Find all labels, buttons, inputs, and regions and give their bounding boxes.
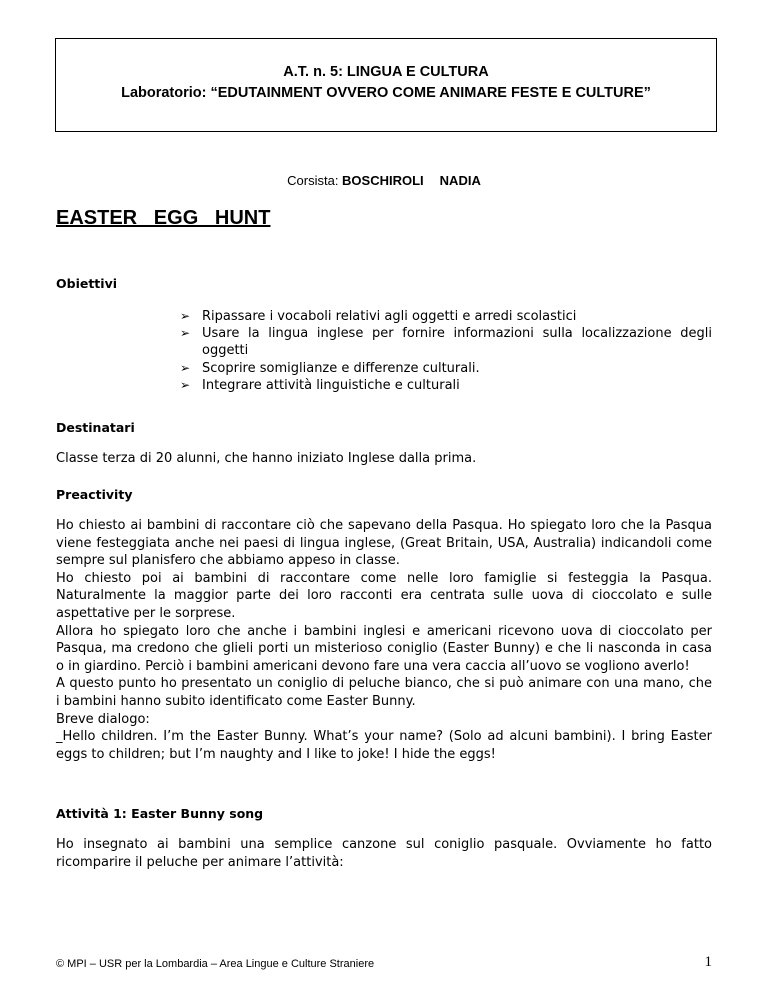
obiettivi-heading: Obiettivi (56, 276, 118, 291)
corsista-name: NADIA (439, 173, 481, 188)
preactivity-paragraph: Ho chiesto ai bambini di raccontare ciò che sapevano della Pasqua. Ho spiegato loro che la Pasqua viene festeggiata anche nei paesi di lingua inglese, (Great Britain, USA, Australia) indicandoli come sempre sul planisfero che abbiamo appeso in classe. Ho chiesto poi ai bambini di raccontare come nelle loro famiglie si festeggia la Pasqua. Naturalmente la maggior parte dei loro racconti era centrata sulle uova di cioccolato e sulle aspettative per le sorprese. Allora ho spiegato loro che anche i bambini inglesi e americani ricevono uova di cioccolato per Pasqua, ma credono che glieli porti un misterioso coniglio (Easter Bunny) e che li nasconda in casa o in giardino. Perciò i bambini americani devono fare una vera caccia all’uovo se vogliono averlo! A questo punto ho presentato un coniglio di peluche bianco, che si può animare con una mano, che i bambini hanno subito identificato come Easter Bunny. Breve dialogo: _Hello children. I’m the Easter Bunny. What’s your name? (Solo ad alcuni bambini). I bring Easter eggs to children; but I’m naughty and I like to joke! I hide the eggs! (56, 518, 712, 762)
attivita1-text: Ho insegnato ai bambini una semplice canzone sul coniglio pasquale. Ovviamente ho fatto ricomparire il peluche per animare l’attività: (56, 837, 712, 870)
list-item: ➢ Integrare attività linguistiche e culturali (180, 377, 460, 393)
obiettivi-list (178, 308, 712, 394)
arrow-right-bullet-icon: ➢ (180, 377, 191, 392)
footer-text: © MPI – USR per la Lombardia – Area Lingue e Culture Straniere (56, 958, 375, 970)
corsista-label: Corsista: (287, 173, 343, 188)
preactivity-heading: Preactivity (56, 487, 133, 502)
arrow-right-bullet-icon: ➢ (180, 326, 191, 341)
list-item: ➢ Scoprire somiglianze e differenze culturali. (180, 360, 480, 376)
header-box (55, 38, 717, 132)
list-item: ➢ Usare la lingua inglese per fornire informazioni sulla localizzazione degli oggetti (180, 326, 712, 359)
page-number: 1 (704, 954, 712, 970)
destinatari-text: Classe terza di 20 alunni, che hanno iniziato Inglese dalla prima. (56, 451, 477, 466)
arrow-right-bullet-icon: ➢ (180, 360, 191, 375)
corsista-line (0, 173, 768, 188)
destinatari-heading: Destinatari (56, 420, 135, 435)
arrow-right-bullet-icon: ➢ (180, 309, 191, 323)
list-item: ➢ Ripassare i vocaboli relativi agli oggetti e arredi scolastici (180, 309, 577, 324)
attivita1-heading: Attività 1: Easter Bunny song (56, 806, 264, 821)
corsista-surname: BOSCHIROLI (342, 173, 424, 188)
page-title: EASTER EGG HUNT (56, 207, 271, 229)
header-title-line2: Laboratorio: “EDUTAINMENT OVVERO COME ANIMARE FESTE E CULTURE” (121, 85, 651, 101)
header-title-line1: A.T. n. 5: LINGUA E CULTURA (283, 64, 489, 80)
